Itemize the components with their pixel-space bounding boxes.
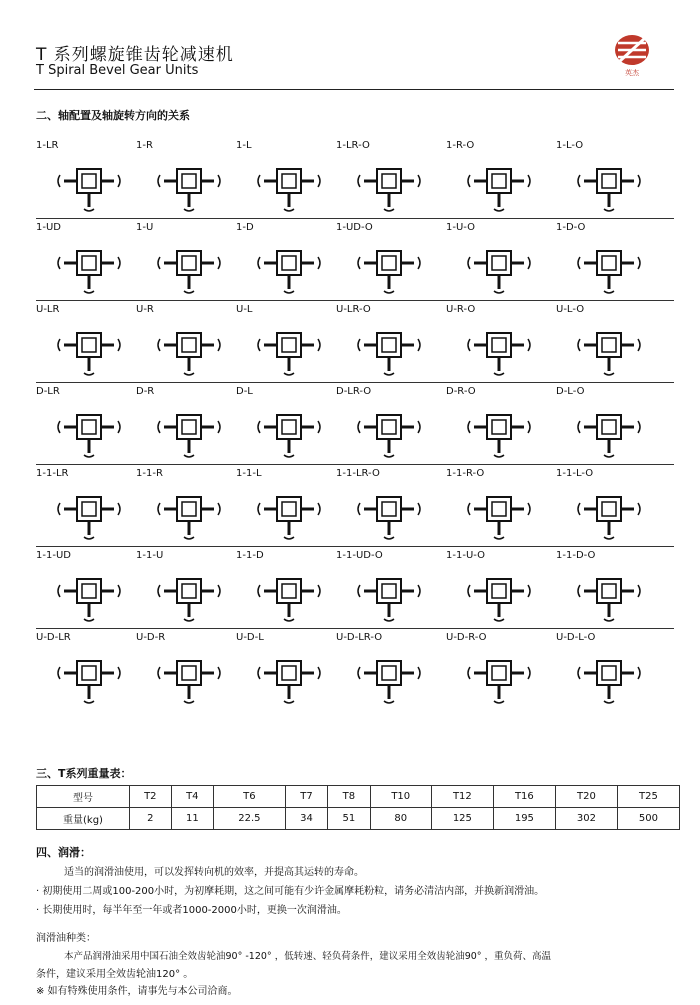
model-cell: T7: [285, 786, 327, 808]
config-label: 1-1-UD: [36, 550, 71, 561]
config-label: 1-1-R: [136, 468, 163, 479]
config-cell: [236, 547, 341, 627]
config-label: 1-L-O: [556, 140, 584, 151]
section-2-title: 二、轴配置及轴旋转方向的关系: [36, 109, 190, 122]
config-label: U-R: [136, 304, 154, 315]
config-cell: [236, 383, 341, 463]
config-cell: [236, 629, 341, 709]
config-cell: [136, 465, 241, 545]
config-label: 1-UD: [36, 222, 61, 233]
gearbox-diagram-icon: [464, 397, 534, 461]
config-cell: [236, 137, 341, 217]
gearbox-diagram-icon: [154, 479, 224, 543]
config-row: [36, 547, 674, 629]
config-row: [36, 629, 674, 710]
table-header-cell: 重量(kg): [37, 808, 130, 830]
config-cell: [556, 547, 661, 627]
config-label: 1-1-R-O: [446, 468, 485, 479]
config-label: 1-1-U-O: [446, 550, 486, 561]
weight-cell: 80: [370, 808, 431, 830]
gearbox-diagram-icon: [54, 479, 124, 543]
config-label: D-LR-O: [336, 386, 372, 397]
gearbox-diagram-icon: [254, 315, 324, 379]
config-label: 1-1-D: [236, 550, 264, 561]
config-cell: [556, 629, 661, 709]
table-header-cell: 型号: [37, 786, 130, 808]
config-label: D-L-O: [556, 386, 585, 397]
config-cell: [336, 629, 441, 709]
config-label: 1-1-UD-O: [336, 550, 383, 561]
config-row: [36, 137, 674, 219]
config-label: 1-UD-O: [336, 222, 373, 233]
config-label: U-L-O: [556, 304, 585, 315]
config-row: [36, 465, 674, 547]
config-label: 1-U: [136, 222, 154, 233]
gearbox-diagram-icon: [154, 151, 224, 215]
config-cell: [446, 629, 551, 709]
config-row: [36, 301, 674, 383]
config-cell: [36, 301, 141, 381]
weight-cell: 500: [617, 808, 679, 830]
config-cell: [336, 465, 441, 545]
gearbox-diagram-icon: [574, 561, 644, 625]
gearbox-diagram-icon: [54, 151, 124, 215]
config-cell: [446, 383, 551, 463]
gearbox-diagram-icon: [354, 151, 424, 215]
config-cell: [136, 547, 241, 627]
gearbox-diagram-icon: [574, 151, 644, 215]
config-cell: [446, 301, 551, 381]
section-4-title: 四、润滑：: [36, 846, 91, 859]
config-label: 1-1-D-O: [556, 550, 596, 561]
gearbox-diagram-icon: [54, 233, 124, 297]
config-cell: [336, 301, 441, 381]
config-label: U-D-L-O: [556, 632, 596, 643]
config-label: U-R-O: [446, 304, 476, 315]
gearbox-diagram-icon: [574, 643, 644, 707]
model-cell: T25: [617, 786, 679, 808]
config-cell: [336, 219, 441, 299]
table-row: [37, 808, 680, 830]
config-label: U-D-LR-O: [336, 632, 383, 643]
config-label: 1-D-O: [556, 222, 586, 233]
gearbox-diagram-icon: [54, 315, 124, 379]
config-label: U-D-L: [236, 632, 264, 643]
header-rule: [34, 89, 674, 90]
gearbox-diagram-icon: [574, 233, 644, 297]
config-label: 1-U-O: [446, 222, 476, 233]
config-cell: [36, 137, 141, 217]
config-label: 1-R: [136, 140, 153, 151]
section-3-title: 三、T系列重量表：: [36, 767, 132, 780]
config-cell: [136, 137, 241, 217]
gearbox-diagram-icon: [464, 315, 534, 379]
model-cell: T16: [493, 786, 555, 808]
config-label: D-R-O: [446, 386, 476, 397]
config-label: 1-R-O: [446, 140, 475, 151]
config-cell: [556, 137, 661, 217]
model-cell: T6: [214, 786, 286, 808]
weight-cell: 125: [431, 808, 493, 830]
model-cell: T8: [328, 786, 370, 808]
config-row: [36, 219, 674, 301]
config-cell: [136, 383, 241, 463]
config-label: U-L: [236, 304, 253, 315]
gearbox-diagram-icon: [254, 479, 324, 543]
gearbox-diagram-icon: [54, 561, 124, 625]
config-label: U-LR: [36, 304, 60, 315]
lubrication-bullet: · 初期使用二周或100-200小时，为初摩耗期，这之间可能有少许金属摩耗粉粒，请务必清洁内部，并换新润滑油。: [36, 886, 545, 897]
gearbox-diagram-icon: [154, 397, 224, 461]
config-label: 1-L: [236, 140, 252, 151]
config-label: D-LR: [36, 386, 60, 397]
gearbox-diagram-icon: [254, 561, 324, 625]
config-label: 1-1-U: [136, 550, 164, 561]
config-cell: [236, 301, 341, 381]
oil-types-text: 条件，建议采用全效齿轮油120° 。: [36, 969, 194, 980]
lubrication-intro: 适当的润滑油使用，可以发挥转向机的效率，并提高其运转的寿命。: [64, 867, 364, 878]
gearbox-diagram-icon: [464, 151, 534, 215]
gearbox-diagram-icon: [254, 151, 324, 215]
gearbox-diagram-icon: [354, 643, 424, 707]
config-label: U-LR-O: [336, 304, 371, 315]
model-cell: T10: [370, 786, 431, 808]
table-row: [37, 786, 680, 808]
config-row: [36, 383, 674, 465]
config-cell: [446, 219, 551, 299]
config-cell: [36, 383, 141, 463]
config-cell: [136, 219, 241, 299]
model-cell: T20: [555, 786, 617, 808]
weight-cell: 302: [555, 808, 617, 830]
model-cell: T12: [431, 786, 493, 808]
weight-cell: 34: [285, 808, 327, 830]
config-label: 1-1-L-O: [556, 468, 594, 479]
model-cell: T2: [130, 786, 172, 808]
config-grid: [36, 137, 674, 710]
logo-text: 英杰: [625, 69, 639, 77]
weight-cell: 195: [493, 808, 555, 830]
gearbox-diagram-icon: [254, 233, 324, 297]
gearbox-diagram-icon: [464, 233, 534, 297]
weight-cell: 2: [130, 808, 172, 830]
logo-icon: [606, 33, 658, 79]
config-label: 1-LR: [36, 140, 59, 151]
page-subtitle: T Spiral Bevel Gear Units: [36, 63, 199, 78]
model-cell: T4: [171, 786, 213, 808]
gearbox-diagram-icon: [354, 315, 424, 379]
config-cell: [556, 465, 661, 545]
gearbox-diagram-icon: [464, 479, 534, 543]
page-title: T 系列螺旋锥齿轮减速机: [36, 45, 234, 65]
gearbox-diagram-icon: [154, 643, 224, 707]
gearbox-diagram-icon: [464, 561, 534, 625]
config-label: 1-1-LR: [36, 468, 69, 479]
gearbox-diagram-icon: [154, 233, 224, 297]
config-label: 1-LR-O: [336, 140, 370, 151]
config-cell: [36, 547, 141, 627]
config-label: 1-D: [236, 222, 254, 233]
config-cell: [556, 301, 661, 381]
gearbox-diagram-icon: [54, 397, 124, 461]
gearbox-diagram-icon: [354, 397, 424, 461]
weight-cell: 51: [328, 808, 370, 830]
gearbox-diagram-icon: [254, 643, 324, 707]
config-label: U-D-LR: [36, 632, 71, 643]
gearbox-diagram-icon: [154, 315, 224, 379]
gearbox-diagram-icon: [254, 397, 324, 461]
config-cell: [236, 219, 341, 299]
config-cell: [446, 547, 551, 627]
gearbox-diagram-icon: [574, 479, 644, 543]
gearbox-diagram-icon: [154, 561, 224, 625]
config-label: U-D-R: [136, 632, 166, 643]
config-cell: [336, 137, 441, 217]
config-cell: [236, 465, 341, 545]
config-cell: [556, 383, 661, 463]
gearbox-diagram-icon: [354, 561, 424, 625]
config-cell: [446, 137, 551, 217]
config-cell: [36, 219, 141, 299]
config-cell: [336, 383, 441, 463]
gearbox-diagram-icon: [574, 397, 644, 461]
config-cell: [556, 219, 661, 299]
weight-cell: 11: [171, 808, 213, 830]
config-cell: [36, 629, 141, 709]
config-cell: [446, 465, 551, 545]
weight-table: [36, 785, 680, 830]
gearbox-diagram-icon: [354, 233, 424, 297]
oil-types-title: 润滑油种类：: [36, 933, 96, 944]
config-cell: [336, 547, 441, 627]
gearbox-diagram-icon: [354, 479, 424, 543]
weight-cell: 22.5: [214, 808, 286, 830]
config-label: U-D-R-O: [446, 632, 487, 643]
config-cell: [136, 301, 241, 381]
gearbox-diagram-icon: [54, 643, 124, 707]
config-cell: [36, 465, 141, 545]
company-logo: [606, 33, 658, 79]
config-label: 1-1-LR-O: [336, 468, 380, 479]
special-note: ※ 如有特殊使用条件，请事先与本公司洽商。: [36, 986, 238, 997]
config-label: 1-1-L: [236, 468, 262, 479]
config-label: D-L: [236, 386, 253, 397]
config-cell: [136, 629, 241, 709]
gearbox-diagram-icon: [574, 315, 644, 379]
gearbox-diagram-icon: [464, 643, 534, 707]
config-label: D-R: [136, 386, 155, 397]
lubrication-bullet: · 长期使用时，每半年至一年或者1000-2000小时，更换一次润滑油。: [36, 905, 347, 916]
oil-types-text: 本产品润滑油采用中国石油全效齿轮油90° -120° ，低转速、轻负荷条件，建议采用全效齿轮油90° ，重负荷、高温: [64, 951, 552, 962]
